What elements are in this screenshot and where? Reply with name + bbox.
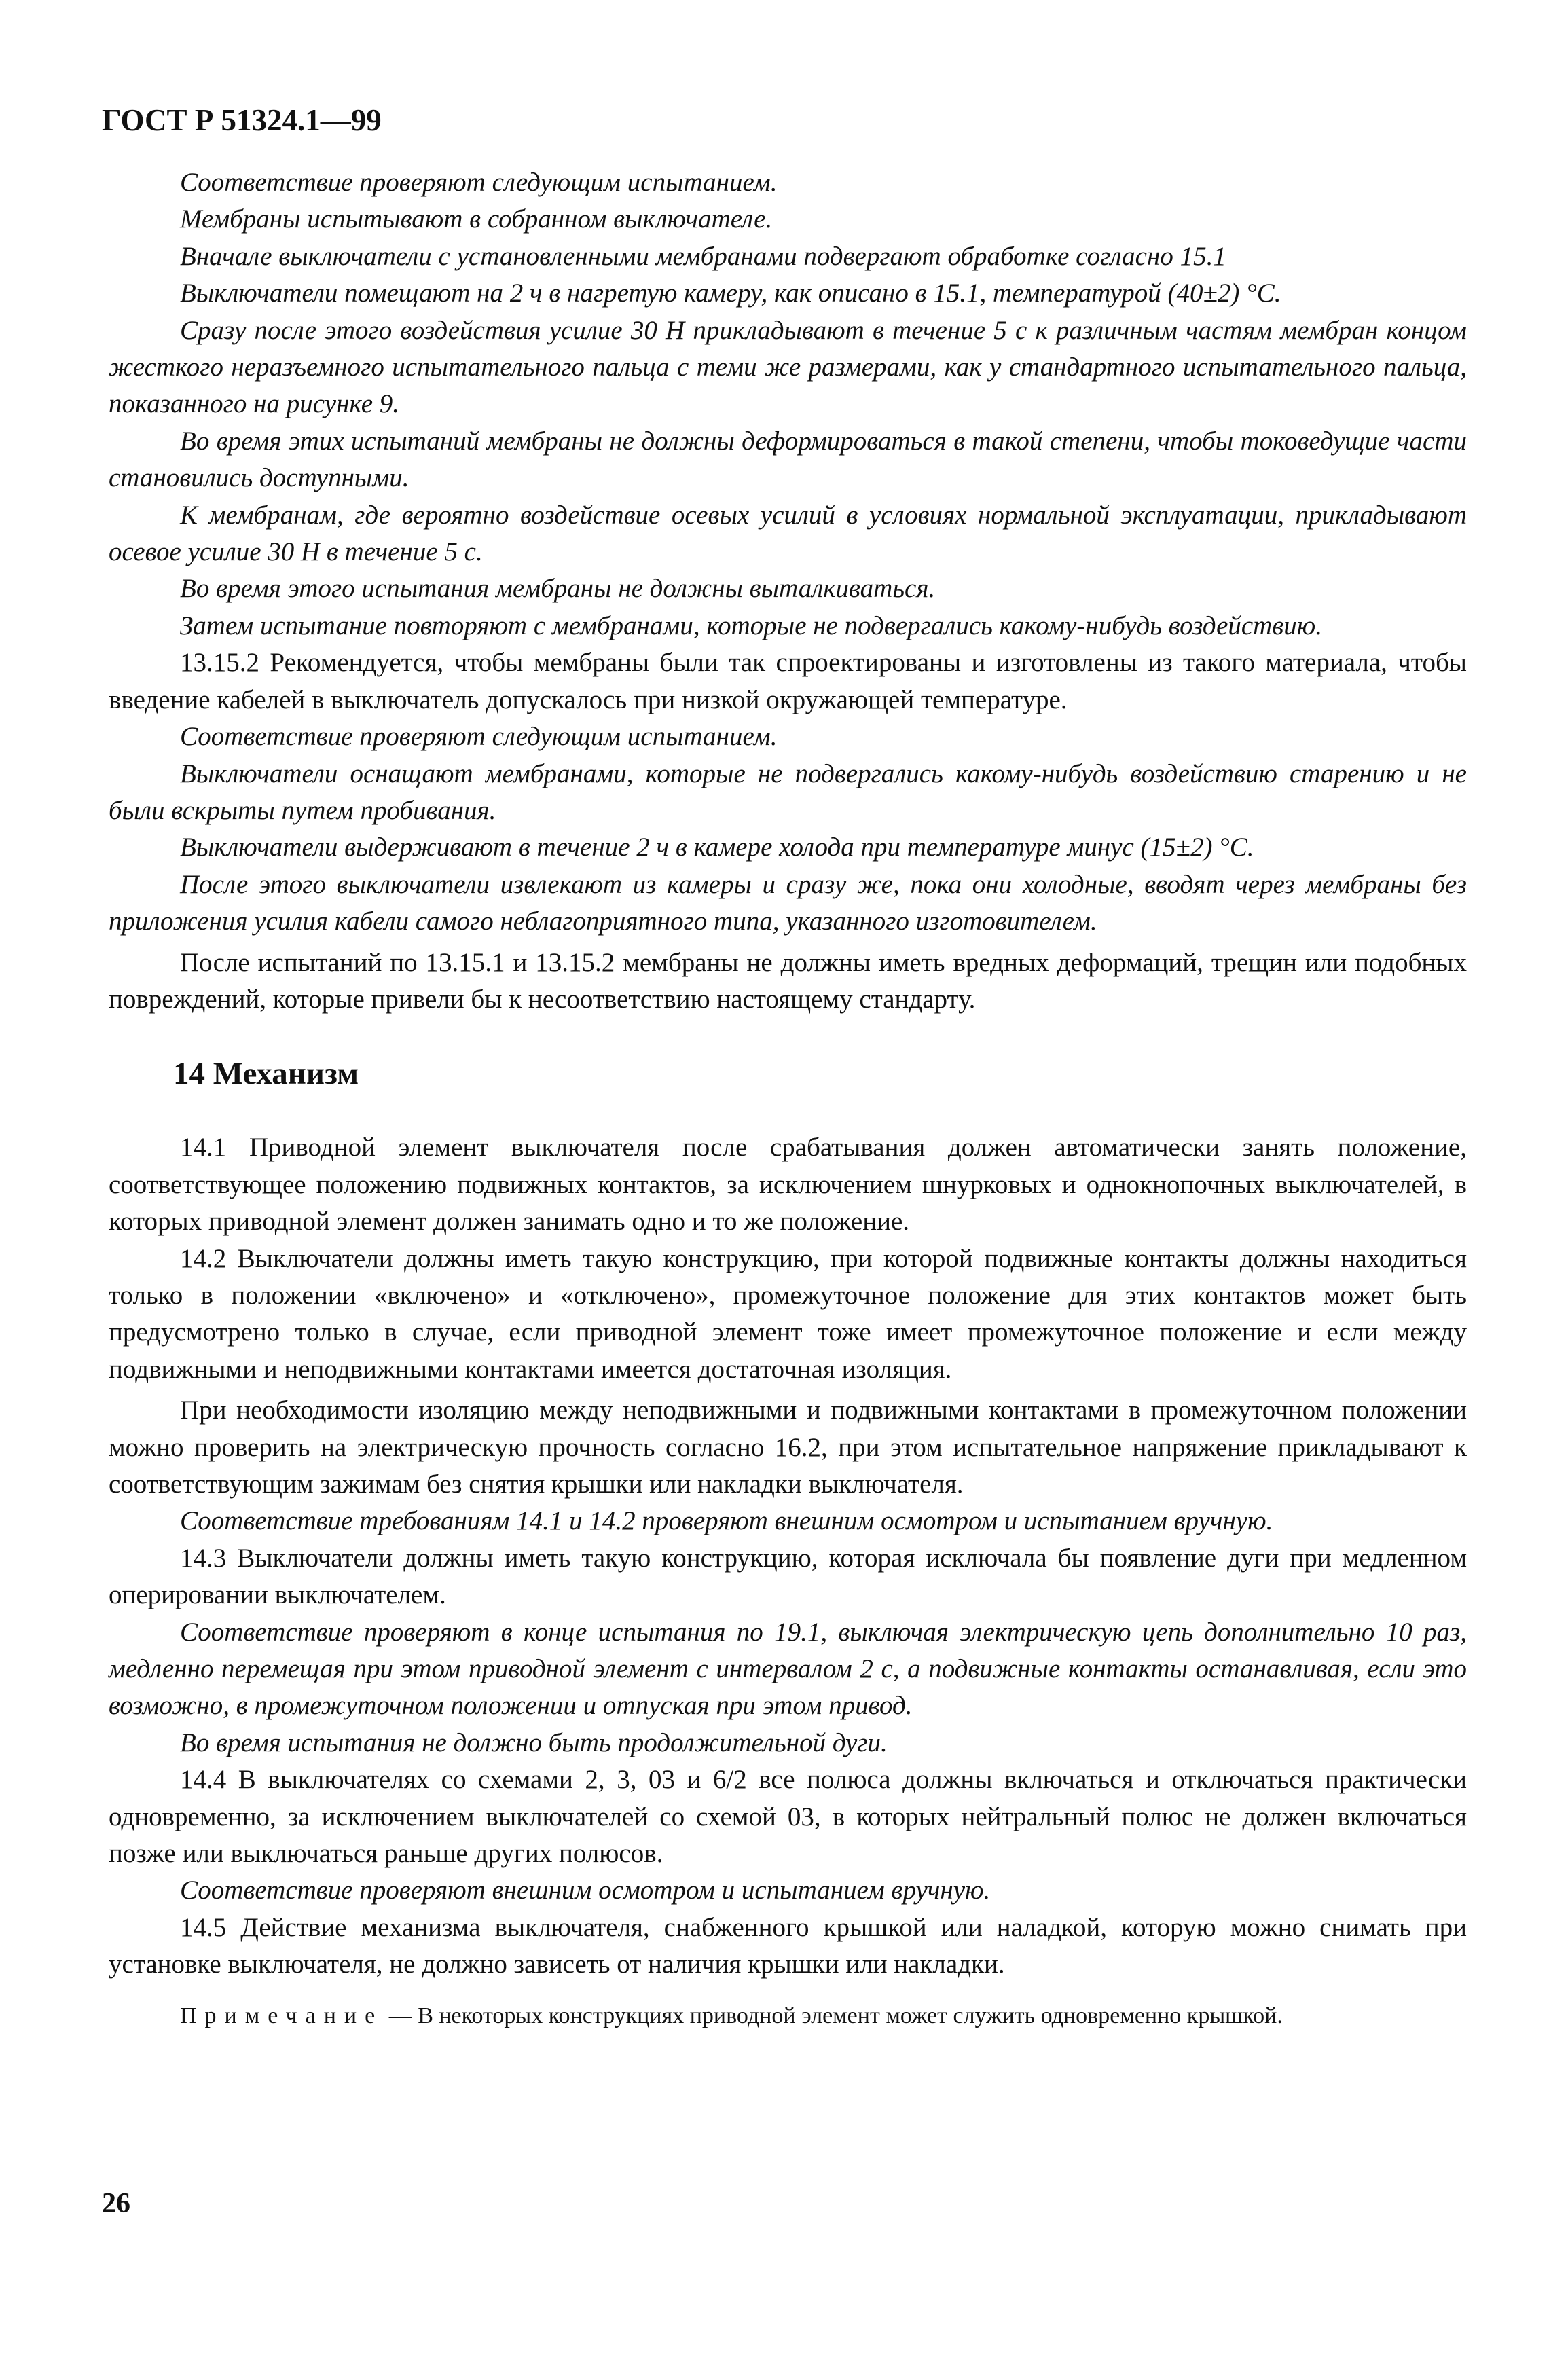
page-number: 26 [102, 2188, 130, 2219]
paragraph: Вначале выключатели с установленными мембранами подвергают обработке согласно 15.1 [180, 241, 1226, 271]
paragraph: Во время этого испытания мембраны не должны выталкиваться. [180, 574, 936, 604]
clause-14-3: 14.3 Выключатели должны иметь такую конструкцию, которая исключала бы появление дуги при медленном оперировании выключателем. [109, 1543, 1467, 1610]
paragraph: Соответствие требованиям 14.1 и 14.2 проверяют внешним осмотром и испытанием вручную. [180, 1506, 1273, 1536]
paragraph: Соответствие проверяют внешним осмотром и испытанием вручную. [180, 1876, 991, 1905]
section-title: 14 Механизм [173, 1056, 359, 1092]
paragraph: Выключатели помещают на 2 ч в нагретую камеру, как описано в 15.1, температурой (40±2) °С. [180, 278, 1281, 308]
note-text: В некоторых конструкциях приводной элемент может служить одновременно крышкой. [418, 2003, 1283, 2028]
paragraph: Мембраны испытывают в собранном выключателе. [180, 204, 773, 234]
clause-13-15-2: 13.15.2 Рекомендуется, чтобы мембраны были так спроектированы и изготовлены из такого материала, чтобы введение кабелей в выключатель допускалось при низкой окружающей температуре. [109, 648, 1467, 714]
paragraph: Соответствие проверяют следующим испытанием. [180, 722, 778, 752]
paragraph: Во время этих испытаний мембраны не должны деформироваться в такой степени, чтобы токоведущие части становились доступными. [109, 426, 1467, 493]
clause-14-1: 14.1 Приводной элемент выключателя после срабатывания должен автоматически занять положение, соответствующее положению подвижных контактов, за исключением шнурковых и однокнопочных выключателей, в которых приводной элемент должен занимать одно и то же положение. [109, 1133, 1467, 1237]
note-label: Примечание [180, 2003, 384, 2028]
document-page [102, 102, 1467, 2033]
note-dash: — [383, 2003, 418, 2028]
paragraph: Выключатели оснащают мембранами, которые не подвергались какому-нибудь воздействию старению и не были вскрыты путем пробивания. [109, 759, 1467, 825]
paragraph: Сразу после этого воздействия усилие 30 Н прикладывают в течение 5 с к различным частям мембран концом жесткого неразъемного испытательного пальца с теми же размерами, как у стандартного испытательного пальца, показанного на рисунке 9. [109, 315, 1467, 419]
body-text [102, 164, 1467, 1018]
paragraph: Выключатели выдерживают в течение 2 ч в камере холода при температуре минус (15±2) °С. [180, 833, 1254, 862]
clause-14-5: 14.5 Действие механизма выключателя, снабженного крышкой или наладкой, которую можно снимать при установке выключателя, не должно зависеть от наличия крышки или накладки. [109, 1912, 1467, 1979]
clause-14-4: 14.4 В выключателях со схемами 2, 3, 03 и 6/2 все полюса должны включаться и отключаться практически одновременно, за исключением выключателей со схемой 03, в которых нейтральный полюс не должен включаться позже или выключаться раньше других полюсов. [109, 1765, 1467, 1869]
paragraph: При необходимости изоляцию между неподвижными и подвижными контактами в промежуточном положении можно проверить на электрическую прочность согласно 16.2, при этом испытательное напряжение прикладывают к соответствующим зажимам без снятия крышки или накладки выключателя. [109, 1395, 1467, 1499]
paragraph: После этого выключатели извлекают из камеры и сразу же, пока они холодные, вводят через мембраны без приложения усилия кабели самого неблагоприятного типа, указанного изготовителем. [109, 869, 1467, 936]
paragraph: Затем испытание повторяют с мембранами, которые не подвергались какому-нибудь воздействию. [180, 610, 1323, 640]
paragraph: Соответствие проверяют следующим испытанием. [180, 168, 778, 197]
section-body-text [102, 1129, 1467, 2032]
document-code: ГОСТ Р 51324.1—99 [102, 103, 382, 137]
paragraph: После испытаний по 13.15.1 и 13.15.2 мембраны не должны иметь вредных деформаций, трещин или подобных повреждений, которые привели бы к несоответствию настоящему стандарту. [109, 947, 1467, 1014]
paragraph: К мембранам, где вероятно воздействие осевых усилий в условиях нормальной эксплуатации, прикладывают осевое усилие 30 Н в течение 5 с. [109, 500, 1467, 567]
clause-14-2: 14.2 Выключатели должны иметь такую конструкцию, при которой подвижные контакты должны находиться только в положении «включено» и «отключено», промежуточное положение для этих контактов может быть предусмотрено только в случае, если приводной элемент тоже имеет промежуточное положение и если между подвижными и неподвижными контактами имеется достаточная изоляция. [109, 1243, 1467, 1384]
note [109, 1998, 1467, 2033]
paragraph: Во время испытания не должно быть продолжительной дуги. [180, 1728, 888, 1757]
paragraph: Соответствие проверяют в конце испытания по 19.1, выключая электрическую цепь дополнительно 10 раз, медленно перемещая при этом приводной элемент с интервалом 2 с, а подвижные контакты останавливая, если это возможно, в промежуточном положении и отпуская при этом привод. [109, 1617, 1467, 1721]
